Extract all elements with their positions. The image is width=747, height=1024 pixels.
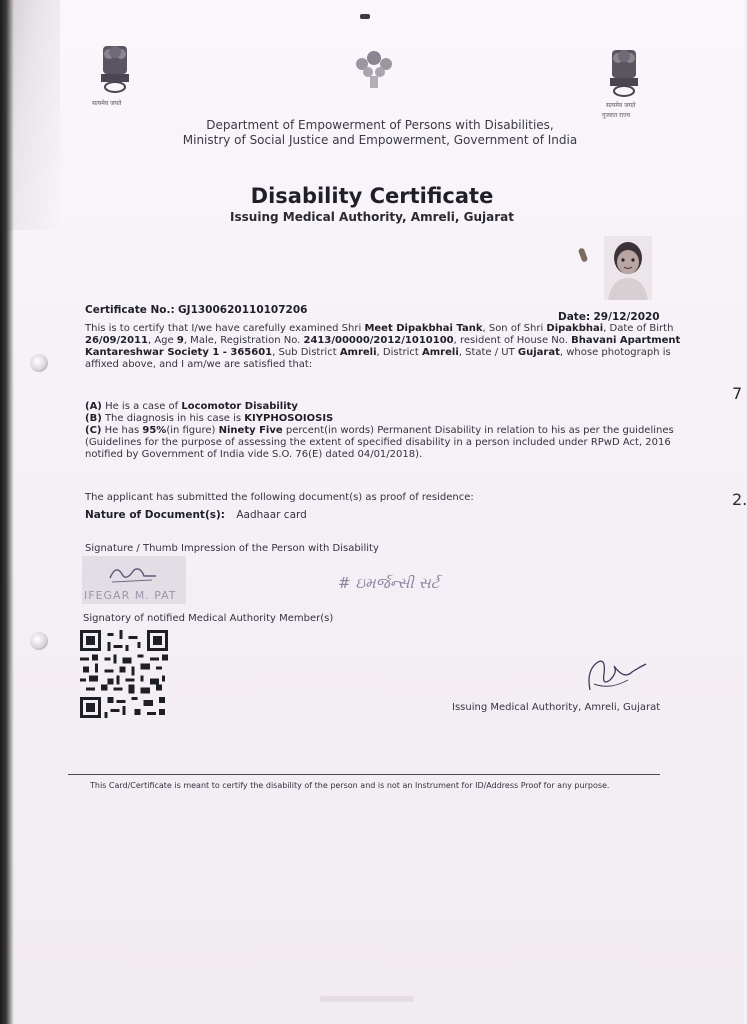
finding-text: The diagnosis in his case is [101,413,245,424]
body-text: , Male, Registration No. [183,335,304,346]
finding-b [85,413,333,425]
body-text: , Date of Birth [603,323,674,334]
body-line-4: affixed above, and I am/we are satisfied that: [85,359,313,370]
date-label: Date: [558,311,591,323]
margin-mark-1: 7 [732,384,743,403]
date-value: 29/12/2020 [593,311,660,323]
scan-bleed [320,996,414,1002]
date-row [558,311,660,323]
department-logo-icon [346,46,402,92]
state: Gujarat [517,347,560,358]
applicant-photo [604,236,652,300]
body-text: , State / UT [458,347,518,358]
finding-marker: (C) [85,425,102,436]
body-line-3 [85,347,671,359]
right-emblem-caption-2: गुजरात राज्य [602,112,631,119]
certificate-subtitle: Issuing Medical Authority, Amreli, Gujarat [230,210,514,224]
body-text: , Age [147,335,177,346]
national-emblem-left-icon [95,42,135,104]
punch-hole [30,354,48,372]
scan-speck [360,14,370,19]
finding-text: percent(in words) Permanent Disability in relation to his as per the guidelines [282,425,674,436]
certificate-no-row [85,304,307,316]
person-signature-label: Signature / Thumb Impression of the Person with Disability [85,543,379,554]
department-line-1: Department of Empowerment of Persons with Disabilities, [206,118,554,132]
certificate-title: Disability Certificate [250,184,494,208]
disability-type: Locomotor Disability [181,401,298,412]
department-line-2: Ministry of Social Justice and Empowerment, Government of India [182,133,578,147]
sub-district: Amreli [339,347,377,358]
house-no: Bhavani Apartment [571,335,681,346]
qr-code [80,630,168,718]
body-text: This is to certify that I/we have carefully examined Shri [85,323,365,334]
address: Kantareshwar Society 1 - 365601 [85,347,273,358]
diagnosis: KIYPHOSOIOSIS [244,413,334,424]
scan-mark [578,247,588,262]
finding-marker: (A) [85,401,102,412]
certificate-no-value: GJ1300620110107206 [178,304,308,316]
body-text: , resident of House No. [453,335,572,346]
authority-signature [580,650,652,698]
finding-c-line-2: (Guidelines for the purpose of assessing the extent of specified disability in a person included under RPwD Act, 2016 [85,437,671,448]
finding-a [85,401,298,413]
nature-label: Nature of Document(s): [85,509,225,521]
stamp-text: IFEGAR M. PAT [84,589,177,602]
finding-text: He is a case of [101,401,182,412]
body-text: , whose photograph is [559,347,671,358]
applicant-name: Meet Dipakbhai Tank [364,323,483,334]
scan-edge [0,0,14,1024]
body-text: , Son of Shri [482,323,547,334]
certificate-no-label: Certificate No.: [85,304,175,316]
issuing-authority-label: Issuing Medical Authority, Amreli, Gujarat [452,702,661,713]
body-line-1 [85,323,673,335]
body-text: , District [376,347,423,358]
right-emblem-caption: सत्यमेव जयते [606,102,636,109]
handwritten-note: # ઇમર્જન્સી સર્ટ [338,574,440,592]
finding-text: (in figure) [166,425,219,436]
authority-members-label: Signatory of notified Medical Authority Member(s) [83,613,334,624]
body-text: , Sub District [272,347,340,358]
footer-disclaimer: This Card/Certificate is meant to certify the disability of the person and is not an Instrument for ID/Address Proof for any purpose. [90,781,610,790]
finding-c [85,425,674,437]
margin-mark-2: 2. [732,490,747,509]
registration-no: 2413/00000/2012/1010100 [303,335,454,346]
date-of-birth: 26/09/2011 [85,335,148,346]
finding-marker: (B) [85,413,102,424]
punch-hole [30,632,48,650]
documents-intro: The applicant has submitted the following document(s) as proof of residence: [85,492,474,503]
state-emblem-right-icon [604,46,644,108]
finding-c-line-3: notified by Government of India vide S.O. 76(E) dated 04/01/2018). [85,449,423,460]
left-emblem-caption: सत्यमेव जयते [92,100,122,107]
nature-value: Aadhaar card [236,509,307,521]
disability-percent: 95% [142,425,167,436]
footer-divider [68,774,660,775]
finding-text: He has [101,425,143,436]
father-name: Dipakbhai [546,323,604,334]
documents-nature-row [85,509,307,521]
district: Amreli [422,347,459,358]
body-line-2 [85,335,680,347]
age-value: 9 [176,335,184,346]
disability-percent-words: Ninety Five [218,425,283,436]
